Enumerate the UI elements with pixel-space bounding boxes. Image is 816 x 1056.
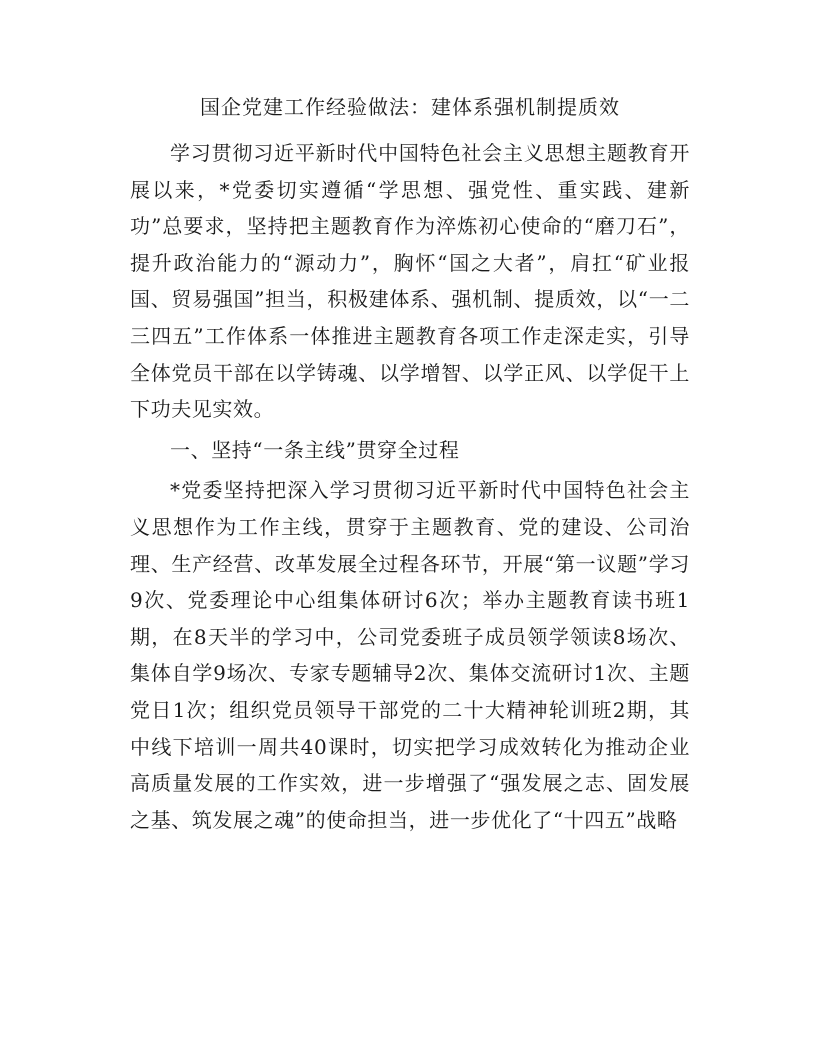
intro-paragraph: 学习贯彻习近平新时代中国特色社会主义思想主题教育开展以来，*党委切实遵循“学思想、强党性、重实践、建新功”总要求，坚持把主题教育作为淬炼初心使命的“磨刀石”，提升政治能力的“源动力”，胸怀“国之大者”，肩扛“矿业报国、贸易强国”担当，积极建体系、强机制、提质效，以“一二三四五”工作体系一体推进主题教育各项工作走深走实，引导全体党员干部在以学铸魂、以学增智、以学正风、以学促干上下功夫见实效。: [130, 141, 690, 422]
document-page: [130, 92, 690, 838]
section-heading: 一、坚持“一条主线”贯穿全过程: [170, 437, 460, 462]
document-title: 国企党建工作经验做法：建体系强机制提质效: [200, 95, 620, 119]
section-body-paragraph: *党委坚持把深入学习贯彻习近平新时代中国特色社会主义思想作为工作主线，贯穿于主题教育、党的建设、公司治理、生产经营、改革发展全过程各环节，开展“第一议题”学习9次、党委理论中心组集体研讨6次；举办主题教育读书班1期，在8天半的学习中，公司党委班子成员领学领读8场次、集体自学9场次、专家专题辅导2次、集体交流研讨1次、主题党日1次；组织党员领导干部党的二十大精神轮训班2期，其中线下培训一周共40课时，切实把学习成效转化为推动企业高质量发展的工作实效，进一步增强了“强发展之志、固发展之基、筑发展之魂”的使命担当，进一步优化了“十四五”战略: [130, 478, 690, 832]
